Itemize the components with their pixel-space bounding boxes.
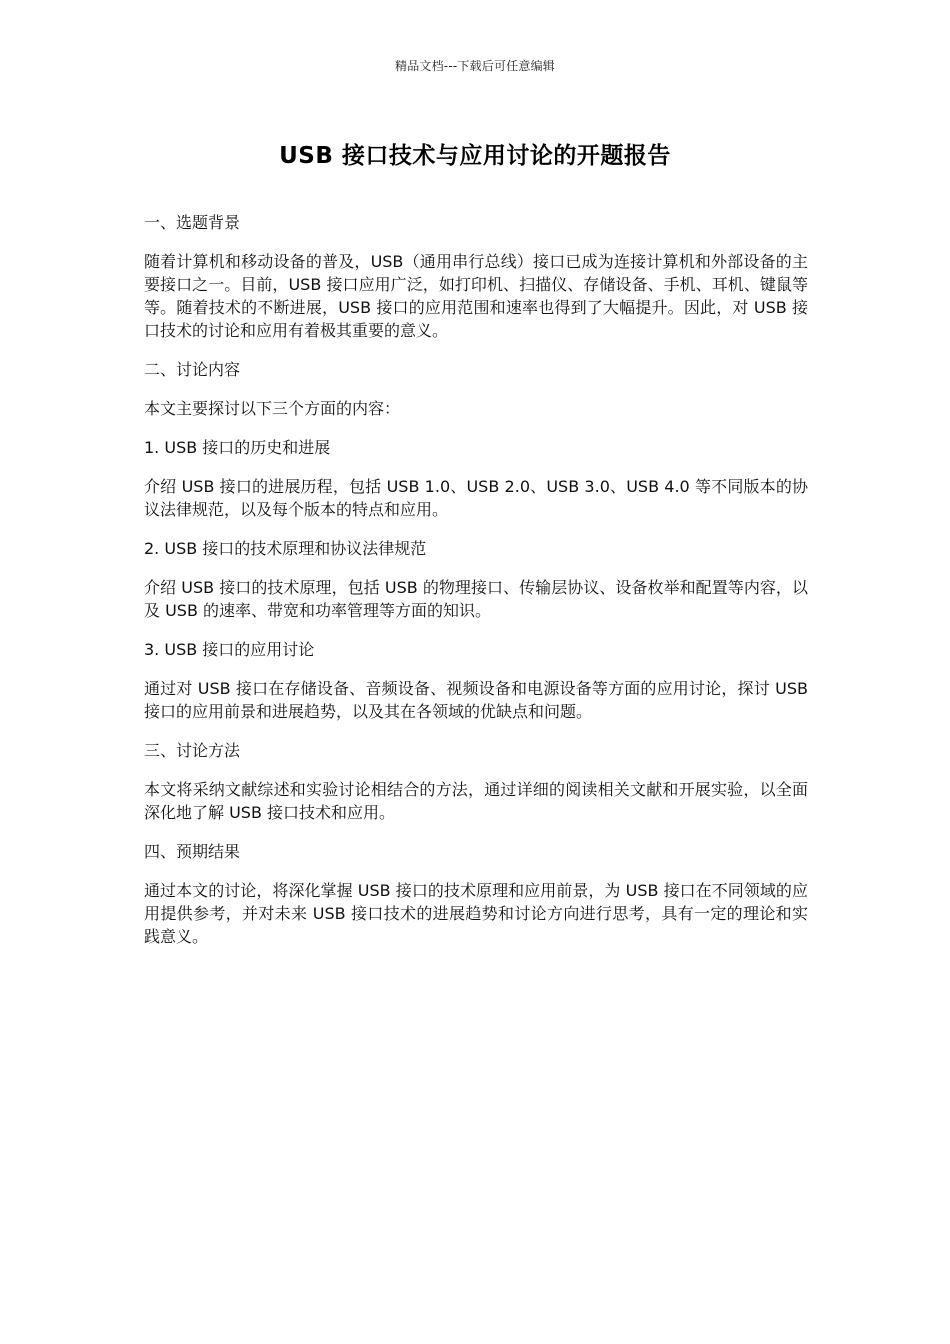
- paragraph-content-intro: 本文主要探讨以下三个方面的内容：: [144, 399, 401, 418]
- section-heading-method: 三、讨论方法: [144, 741, 241, 760]
- paragraph-applications: 通过对 USB 接口在存储设备、音频设备、视频设备和电源设备等方面的应用讨论，探讨 USB 接口的应用前景和进展趋势，以及其在各领域的优缺点和问题。: [144, 679, 808, 721]
- paragraph-results: 通过本文的讨论，将深化掌握 USB 接口的技术原理和应用前景，为 USB 接口在不同领域的应用提供参考，并对未来 USB 接口技术的进展趋势和讨论方向进行思考，具有一定的理论和实践意义。: [144, 881, 808, 946]
- subheading-principles: 2. USB 接口的技术原理和协议法律规范: [144, 539, 427, 558]
- paragraph-history: 介绍 USB 接口的进展历程，包括 USB 1.0、USB 2.0、USB 3.0、USB 4.0 等不同版本的协议法律规范，以及每个版本的特点和应用。: [144, 477, 808, 519]
- section-heading-background: 一、选题背景: [144, 213, 241, 232]
- subheading-applications: 3. USB 接口的应用讨论: [144, 640, 315, 659]
- document-title: USB 接口技术与应用讨论的开题报告: [279, 143, 671, 169]
- section-heading-results: 四、预期结果: [144, 842, 241, 861]
- paragraph-background: 随着计算机和移动设备的普及，USB（通用串行总线）接口已成为连接计算机和外部设备的主要接口之一。目前，USB 接口应用广泛，如打印机、扫描仪、存储设备、手机、耳机、键鼠等等。随着技术的不断进展，USB 接口的应用范围和速率也得到了大幅提升。因此，对 USB 接口技术的讨论和应用有着极其重要的意义。: [144, 252, 808, 340]
- paragraph-method: 本文将采纳文献综述和实验讨论相结合的方法，通过详细的阅读相关文献和开展实验，以全面深化地了解 USB 接口技术和应用。: [144, 780, 808, 822]
- header-note: 精品文档---下载后可任意编辑: [395, 59, 555, 73]
- subheading-history: 1. USB 接口的历史和进展: [144, 438, 331, 457]
- paragraph-principles: 介绍 USB 接口的技术原理，包括 USB 的物理接口、传输层协议、设备枚举和配置等内容，以及 USB 的速率、带宽和功率管理等方面的知识。: [144, 578, 808, 620]
- section-heading-content: 二、讨论内容: [144, 360, 241, 379]
- document-body: [144, 211, 808, 964]
